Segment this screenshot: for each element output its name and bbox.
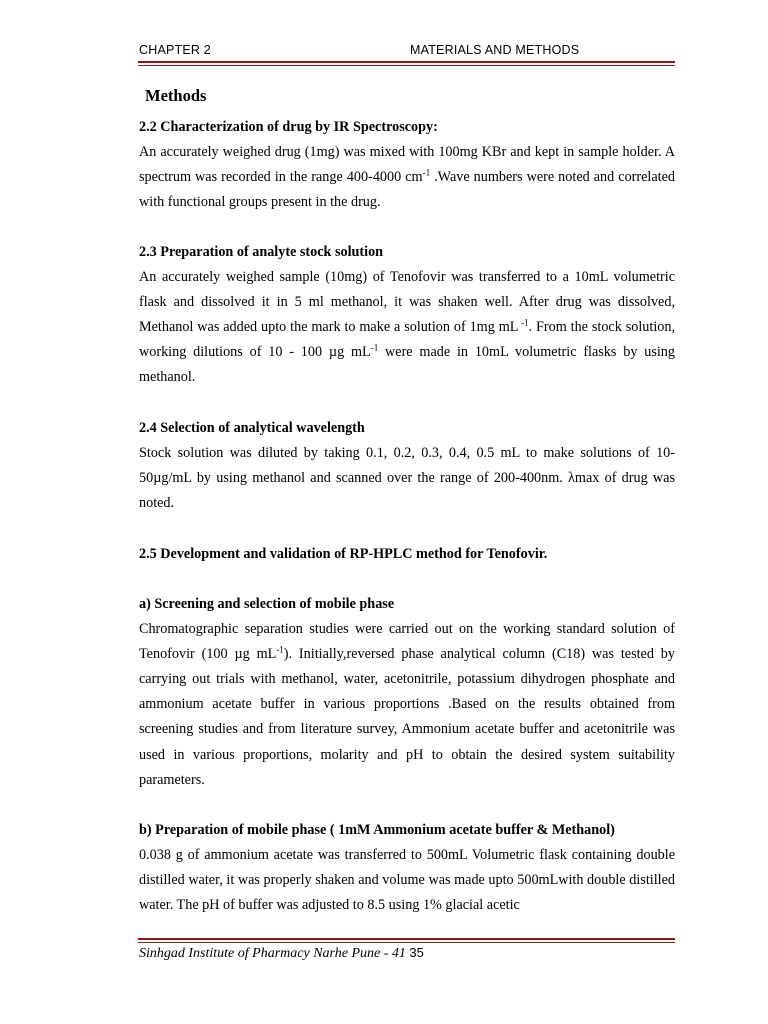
text-run: ). Initially,reversed phase analytical column (C18) was tested by carrying out trials with methanol, water, acetonitrile, potassium dihydrogen phosphate and ammonium acetate buffer in various proportions .Based on the results obtained from screening studies and from literature survey, Ammonium acetate buffer and acetonitrile was used in various proportions, molarity and pH to obtain the desired system suitability parameters. xyxy=(139,646,675,788)
paragraph: Stock solution was diluted by taking 0.1, 0.2, 0.3, 0.4, 0.5 mL to make solutions of 10-50µg/mL by using methanol and scanned over the range of 200-400nm. λmax of drug was noted. xyxy=(139,445,675,512)
superscript: -1 xyxy=(276,644,284,655)
superscript: -1 xyxy=(422,167,431,178)
subsection-heading: b) Preparation of mobile phase ( 1mM Ammonium acetate buffer & Methanol) xyxy=(139,822,615,838)
superscript: -1 xyxy=(518,317,529,328)
paragraph xyxy=(139,140,675,215)
superscript: -1 xyxy=(370,342,379,353)
section-title-header: MATERIALS AND METHODS xyxy=(410,43,580,57)
chapter-label: CHAPTER 2 xyxy=(139,43,211,57)
section-heading: 2.3 Preparation of analyte stock solution xyxy=(139,244,384,260)
subsection-b xyxy=(139,818,675,918)
header-rule-thin xyxy=(138,65,675,66)
subsection-a xyxy=(139,592,675,793)
text-run: were made in 10mL volumetric flasks by using methanol. xyxy=(139,344,675,386)
institution-name: Sinhgad Institute of Pharmacy Narhe Pune - 41 xyxy=(139,946,406,961)
text-run: .Wave numbers were noted and correlated with functional groups present in the drug. xyxy=(139,169,675,211)
section-heading: 2.5 Development and validation of RP-HPLC method for Tenofovir. xyxy=(139,546,548,562)
subsection-heading: a) Screening and selection of mobile phase xyxy=(139,596,395,612)
footer-rule-thin xyxy=(138,942,675,943)
text-run: An accurately weighed drug (1mg) was mixed with 100mg KBr and kept in sample holder. A spectrum was recorded in the range 400-4000 cm xyxy=(139,144,675,186)
paragraph: 0.038 g of ammonium acetate was transferred to 500mL Volumetric flask containing double distilled water, it was properly shaken and volume was made upto 500mLwith double distilled water. The pH of buffer was adjusted to 8.5 using 1% glacial acetic xyxy=(139,847,675,914)
section-2-2 xyxy=(139,115,675,215)
text-run: . From the stock solution, working dilutions of 10 - 100 µg mL xyxy=(139,319,675,361)
paragraph xyxy=(139,617,675,793)
page-number: 35 xyxy=(409,945,424,960)
section-2-4 xyxy=(139,416,675,516)
section-2-3 xyxy=(139,240,675,391)
header-rule-thick xyxy=(138,61,675,63)
section-heading: 2.2 Characterization of drug by IR Spectroscopy: xyxy=(139,119,438,135)
section-heading: 2.4 Selection of analytical wavelength xyxy=(139,420,365,436)
section-2-5 xyxy=(139,542,675,567)
methods-heading: Methods xyxy=(145,86,207,105)
footer-rule-thick xyxy=(138,938,675,940)
page-footer xyxy=(139,945,424,962)
text-run: An accurately weighed sample (10mg) of Tenofovir was transferred to a 10mL volumetric flask and dissolved it in 5 ml methanol, it was shaken well. After drug was dissolved, Methanol was added upto the mark to make a solution of 1mg mL xyxy=(139,269,675,336)
text-run: Chromatographic separation studies were carried out on the working standard solution of Tenofovir (100 µg mL xyxy=(139,621,675,663)
paragraph xyxy=(139,265,675,390)
